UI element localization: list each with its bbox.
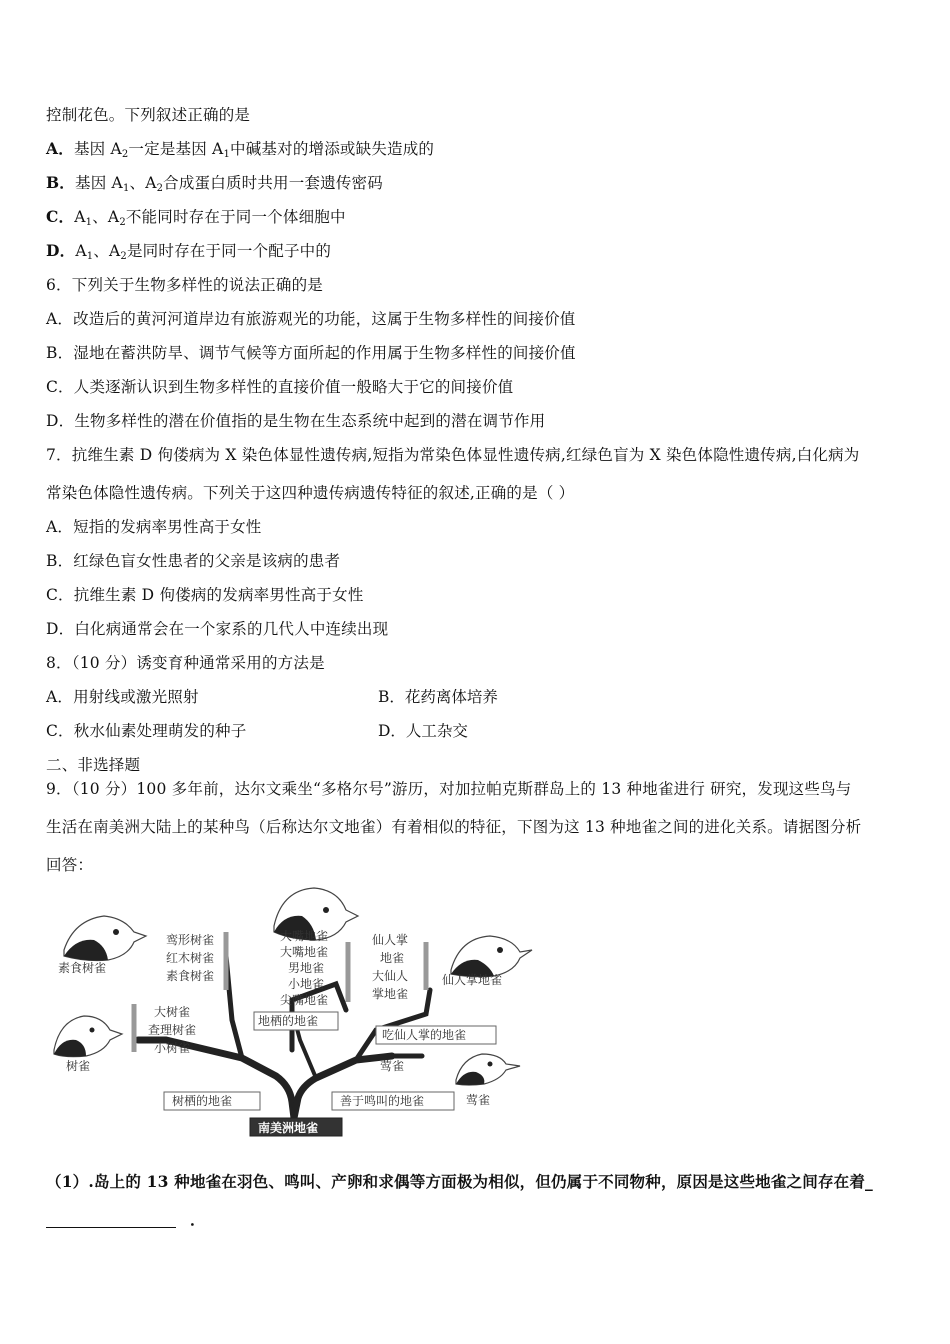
subscript: 1 xyxy=(85,217,93,228)
option-text: 合成蛋白质时共用一套遗传密码 xyxy=(163,174,383,192)
q9-sub1-answer-line[interactable] xyxy=(46,1208,206,1230)
species-label: 掌地雀 xyxy=(372,987,409,1001)
bird-head-icon xyxy=(54,1016,122,1057)
bird-head-icon xyxy=(64,916,146,961)
species-label: 小树雀 xyxy=(154,1041,191,1055)
q8-stem: 8．（10 分）诱变育种通常采用的方法是 xyxy=(46,654,325,672)
subscript: 1 xyxy=(223,149,231,160)
subscript: 2 xyxy=(156,183,164,194)
q8-option-c[interactable]: C．秋水仙素处理萌发的种子 xyxy=(46,722,247,740)
option-letter: C． xyxy=(46,207,75,226)
bird-head-icon xyxy=(456,1054,520,1085)
q9-stem-text: 100 多年前，达尔文乘坐“多格尔号”游历，对加拉帕克斯群岛上的 13 种地雀进行 研究，发现这些鸟与 xyxy=(136,780,852,798)
finch-evolution-figure xyxy=(46,880,546,1140)
warbler-branch-label: 莺雀 xyxy=(380,1059,405,1073)
svg-text:吃仙人掌的地雀: 吃仙人掌的地雀 xyxy=(382,1028,467,1042)
q5-intro: 控制花色。下列叙述正确的是 xyxy=(46,106,251,124)
species-label: 仙人掌 xyxy=(372,933,409,947)
species-label: 地雀 xyxy=(380,951,405,965)
species-label: 小地雀 xyxy=(288,977,325,991)
cactus-finch-label: 仙人掌地雀 xyxy=(442,973,503,987)
option-text: 一定是基因 A xyxy=(128,140,224,158)
species-label: 大嘴地雀 xyxy=(280,945,329,959)
q7-option-d[interactable]: D．白化病通常会在一个家系的几代人中连续出现 xyxy=(46,620,389,638)
q5-option-d[interactable] xyxy=(46,239,331,262)
species-label: 大仙人 xyxy=(372,969,409,983)
q8-option-d[interactable]: D．人工杂交 xyxy=(378,722,468,740)
q6-option-a[interactable]: A．改造后的黄河河道岸边有旅游观光的功能，这属于生物多样性的间接价值 xyxy=(46,310,576,328)
q6-option-b[interactable]: B．湿地在蓄洪防旱、调节气候等方面所起的作用属于生物多样性的间接价值 xyxy=(46,344,576,362)
q8-option-b[interactable]: B．花药离体培养 xyxy=(378,688,498,706)
species-label: 红木树雀 xyxy=(166,951,215,965)
option-text: A xyxy=(74,208,86,226)
q6-option-c[interactable]: C．人类逐渐认识到生物多样性的直接价值一般略大于它的间接价值 xyxy=(46,378,514,396)
q5-option-c[interactable] xyxy=(46,205,346,228)
q7-option-b[interactable]: B．红绿色盲女性患者的父亲是该病的患者 xyxy=(46,552,341,570)
q5-option-a[interactable] xyxy=(46,137,434,160)
veg-finch-label: 素食树雀 xyxy=(58,961,107,975)
q5-option-b[interactable] xyxy=(46,171,383,194)
option-text: 不能同时存在于同一个体细胞中 xyxy=(125,208,346,226)
q9-sub1: （1）.岛上的 13 种地雀在羽色、鸣叫、产卵和求偶等方面极为相似，但仍属于不同物种，原因是这些地雀之间存在着_ xyxy=(46,1172,873,1191)
q7-stem-line2: 常染色体隐性遗传病。下列关于这四种遗传病遗传特征的叙述,正确的是（ ） xyxy=(46,484,575,502)
option-text: 基因 A xyxy=(75,174,123,192)
species-label: 大嘴地雀 xyxy=(280,929,329,943)
option-letter: B． xyxy=(46,173,76,192)
option-text: 中碱基对的增添或缺失造成的 xyxy=(230,140,435,158)
q9-stem-line2: 生活在南美洲大陆上的某种鸟（后称达尔文地雀）有着相似的特征，下图为这 13 种地雀之间的进化关系。请据图分析 xyxy=(46,818,862,836)
warbler-head-label: 莺雀 xyxy=(466,1093,491,1107)
q7-option-a[interactable]: A．短指的发病率男性高于女性 xyxy=(46,518,262,536)
option-text: 是同时存在于同一个配子中的 xyxy=(126,242,332,260)
q7-option-c[interactable]: C．抗维生素 D 佝偻病的发病率男性高于女性 xyxy=(46,586,364,604)
category-box xyxy=(164,1092,260,1110)
option-letter: A． xyxy=(46,139,74,158)
option-text: 、A xyxy=(92,208,120,226)
tree-finch-label: 树雀 xyxy=(66,1059,91,1073)
option-text: A xyxy=(75,242,87,260)
subscript: 2 xyxy=(121,149,129,160)
subscript: 2 xyxy=(120,251,127,262)
category-box xyxy=(376,1026,496,1044)
subscript: 1 xyxy=(122,183,130,194)
answer-blank[interactable] xyxy=(46,1213,176,1228)
option-text: 、A xyxy=(129,174,157,192)
subscript: 2 xyxy=(119,217,126,228)
option-text: 、A xyxy=(93,242,121,260)
species-label: 鸾形树雀 xyxy=(166,933,215,947)
q7-stem-line1: 7．抗维生素 D 佝偻病为 X 染色体显性遗传病,短指为常染色体显性遗传病,红绿色盲为 X 染色体隐性遗传病,白化病为 xyxy=(46,446,860,464)
q9-number: 9．（10 分） xyxy=(46,780,137,798)
q6-stem: 6．下列关于生物多样性的说法正确的是 xyxy=(46,276,323,294)
q9-stem-line1 xyxy=(46,777,851,799)
period: ． xyxy=(190,1210,206,1229)
category-box xyxy=(332,1092,454,1110)
option-letter: D． xyxy=(46,241,76,260)
species-label: 男地雀 xyxy=(288,961,325,975)
option-text: 基因 A xyxy=(73,140,122,158)
section-title: 二、非选择题 xyxy=(46,756,141,774)
svg-text:南美洲地雀: 南美洲地雀 xyxy=(258,1121,319,1135)
svg-text:善于鸣叫的地雀: 善于鸣叫的地雀 xyxy=(340,1094,425,1108)
species-label: 素食树雀 xyxy=(166,969,215,983)
q8-option-a[interactable]: A．用射线或激光照射 xyxy=(46,688,199,706)
species-label: 大树雀 xyxy=(154,1005,191,1019)
root-label-box xyxy=(250,1118,342,1136)
svg-text:树栖的地雀: 树栖的地雀 xyxy=(172,1094,233,1108)
species-label: 尖嘴地雀 xyxy=(280,993,329,1007)
category-box xyxy=(254,1012,338,1030)
q6-option-d[interactable]: D．生物多样性的潜在价值指的是生物在生态系统中起到的潜在调节作用 xyxy=(46,412,546,430)
subscript: 1 xyxy=(86,251,94,262)
q9-stem-line3: 回答： xyxy=(46,856,94,874)
species-label: 查理树雀 xyxy=(148,1023,197,1037)
svg-text:地栖的地雀: 地栖的地雀 xyxy=(258,1014,319,1028)
bird-head-icon xyxy=(451,936,532,977)
